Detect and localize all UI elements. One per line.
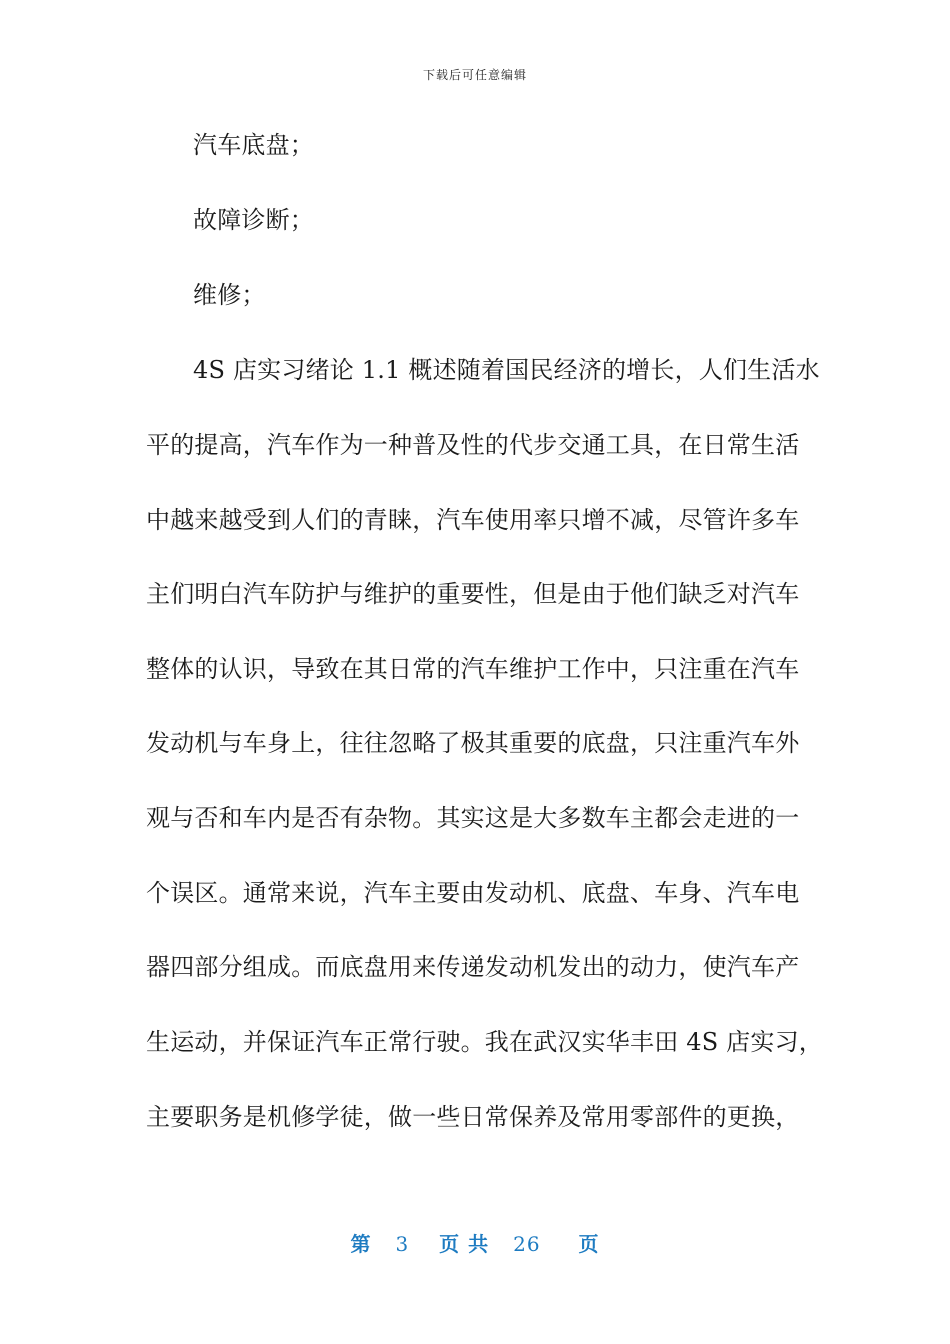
paragraph-line: 主们明白汽车防护与维护的重要性，但是由于他们缺乏对汽车 bbox=[146, 580, 800, 608]
list-item: 汽车底盘； bbox=[193, 131, 314, 159]
list-item: 维修； bbox=[193, 281, 266, 309]
paragraph-line: 发动机与车身上，往往忽略了极其重要的底盘，只注重汽车外 bbox=[146, 729, 800, 757]
paragraph-line: 平的提高，汽车作为一种普及性的代步交通工具，在日常生活 bbox=[146, 431, 800, 459]
header-note: 下载后可任意编辑 bbox=[422, 68, 527, 82]
total-pages-number: 26 bbox=[513, 1232, 541, 1256]
paragraph-line: 中越来越受到人们的青睐，汽车使用率只增不减，尽管许多车 bbox=[146, 506, 800, 534]
list-item: 故障诊断； bbox=[193, 206, 314, 234]
paragraph-line: 4S 店实习绪论 1.1 概述随着国民经济的增长，人们生活水 bbox=[193, 356, 820, 384]
paragraph-line: 整体的认识，导致在其日常的汽车维护工作中，只注重在汽车 bbox=[146, 655, 800, 683]
paragraph-line: 观与否和车内是否有杂物。其实这是大多数车主都会走进的一 bbox=[146, 804, 800, 832]
paragraph-line: 生运动，并保证汽车正常行驶。我在武汉实华丰田 4S 店实习， bbox=[146, 1028, 823, 1056]
footer-prefix: 第 bbox=[350, 1232, 372, 1256]
paragraph-line: 器四部分组成。而底盘用来传递发动机发出的动力，使汽车产 bbox=[146, 953, 800, 981]
page-footer bbox=[0, 1228, 950, 1257]
footer-middle: 页 共 bbox=[439, 1232, 490, 1256]
footer-suffix: 页 bbox=[578, 1232, 600, 1256]
paragraph-line: 个误区。通常来说，汽车主要由发动机、底盘、车身、汽车电 bbox=[146, 879, 800, 907]
paragraph-line: 主要职务是机修学徒，做一些日常保养及常用零部件的更换， bbox=[146, 1103, 800, 1131]
current-page-number: 3 bbox=[395, 1232, 410, 1256]
